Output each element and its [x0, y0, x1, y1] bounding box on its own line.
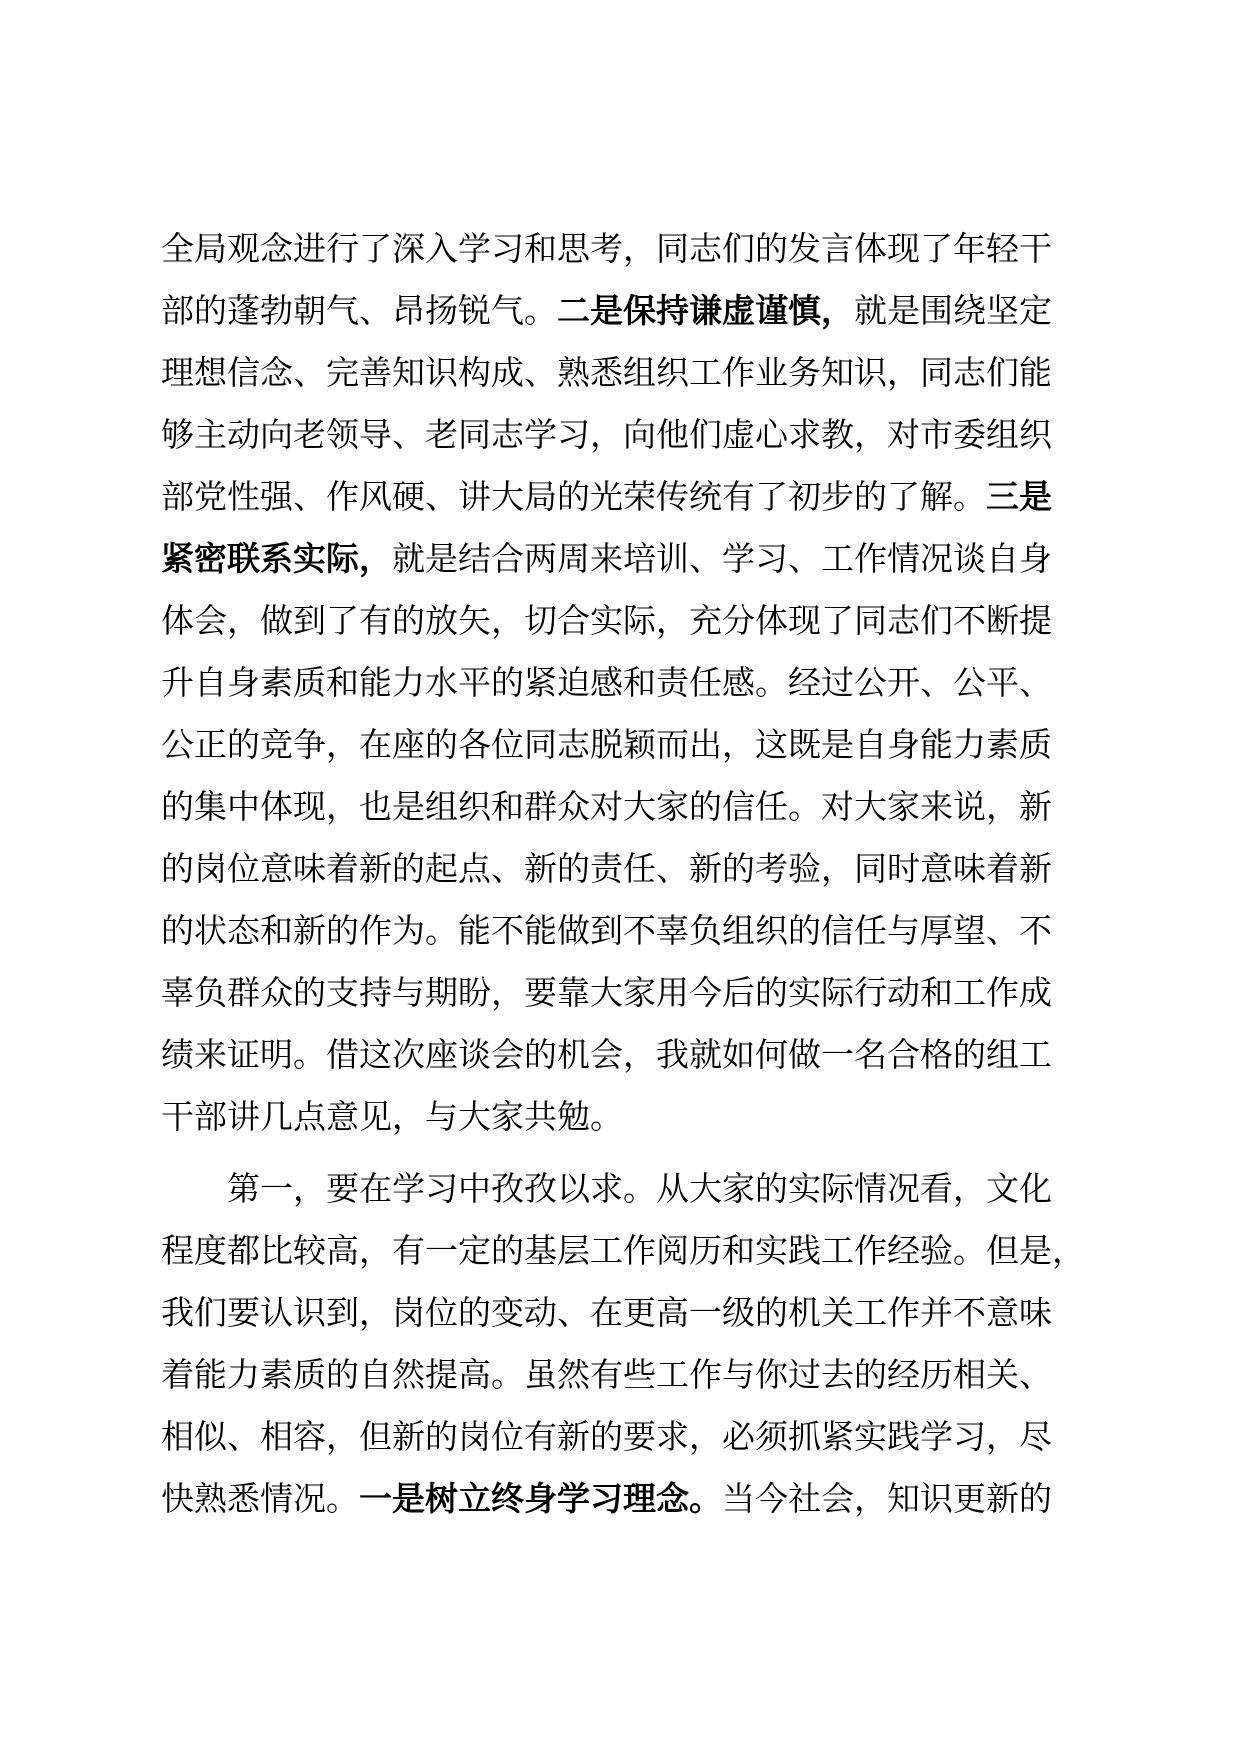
text-segment: 的状态和新的作为。能不能做到不辜负组织的信任与厚望、不: [161, 911, 1052, 950]
text-segment: 干部讲几点意见，与大家共勉。: [161, 1097, 623, 1136]
text-segment: 第一，要在学习中孜孜以求。从大家的实际情况看，文化: [227, 1169, 1052, 1208]
text-segment: 体会，做到了有的放矢，切合实际，充分体现了同志们不断提: [161, 601, 1052, 640]
text-line: [161, 1468, 1091, 1530]
text-line: [161, 280, 1091, 342]
text-segment: 当今社会，知识更新的: [722, 1479, 1052, 1518]
text-line: [161, 1024, 1091, 1086]
text-segment: 就是结合两周来培训、学习、工作情况谈自身: [392, 539, 1052, 578]
text-segment: 绩来证明。借这次座谈会的机会，我就如何做一名合格的组工: [161, 1035, 1052, 1074]
bold-text: 三是: [986, 477, 1052, 516]
text-segment: 我们要认识到，岗位的变动、在更高一级的机关工作并不意味: [161, 1293, 1052, 1332]
text-line: [161, 1344, 1091, 1406]
text-segment: 部的蓬勃朝气、昂扬锐气。: [161, 291, 557, 330]
text-segment: 的集中体现，也是组织和群众对大家的信任。对大家来说，新: [161, 787, 1052, 826]
text-line: [161, 1282, 1091, 1344]
text-line: [161, 1158, 1091, 1220]
text-segment: 相似、相容，但新的岗位有新的要求，必须抓紧实践学习，尽: [161, 1417, 1052, 1456]
text-segment: 全局观念进行了深入学习和思考，同志们的发言体现了年轻干: [161, 229, 1052, 268]
text-line: [161, 590, 1091, 652]
body-text: [161, 218, 1091, 1530]
text-segment: 的岗位意味着新的起点、新的责任、新的考验，同时意味着新: [161, 849, 1052, 888]
text-segment: 理想信念、完善知识构成、熟悉组织工作业务知识，同志们能: [161, 353, 1052, 392]
bold-text: 二是保持谦虚谨慎，: [557, 291, 854, 330]
text-line: [161, 466, 1091, 528]
text-line: [161, 1220, 1091, 1282]
text-segment: 够主动向老领导、老同志学习，向他们虚心求教，对市委组织: [161, 415, 1052, 454]
paragraph-gap: [161, 1148, 1091, 1158]
text-line: [161, 404, 1091, 466]
text-line: [161, 838, 1091, 900]
text-segment: 就是围绕坚定: [854, 291, 1052, 330]
text-line: [161, 776, 1091, 838]
text-line: [161, 218, 1091, 280]
text-line: [161, 900, 1091, 962]
text-segment: 升自身素质和能力水平的紧迫感和责任感。经过公开、公平、: [161, 663, 1052, 702]
bold-text: 一是树立终身学习理念。: [359, 1479, 722, 1518]
text-line: [161, 714, 1091, 776]
text-line: [161, 528, 1091, 590]
text-segment: 部党性强、作风硬、讲大局的光荣传统有了初步的了解。: [161, 477, 986, 516]
text-segment: 公正的竞争，在座的各位同志脱颖而出，这既是自身能力素质: [161, 725, 1052, 764]
text-segment: 着能力素质的自然提高。虽然有些工作与你过去的经历相关、: [161, 1355, 1052, 1394]
text-line: [161, 652, 1091, 714]
text-segment: 程度都比较高，有一定的基层工作阅历和实践工作经验。但是，: [161, 1231, 1085, 1270]
text-segment: 辜负群众的支持与期盼，要靠大家用今后的实际行动和工作成: [161, 973, 1052, 1012]
text-segment: 快熟悉情况。: [161, 1479, 359, 1518]
text-line: [161, 1086, 1091, 1148]
text-line: [161, 342, 1091, 404]
text-line: [161, 1406, 1091, 1468]
text-line: [161, 962, 1091, 1024]
bold-text: 紧密联系实际，: [161, 539, 392, 578]
